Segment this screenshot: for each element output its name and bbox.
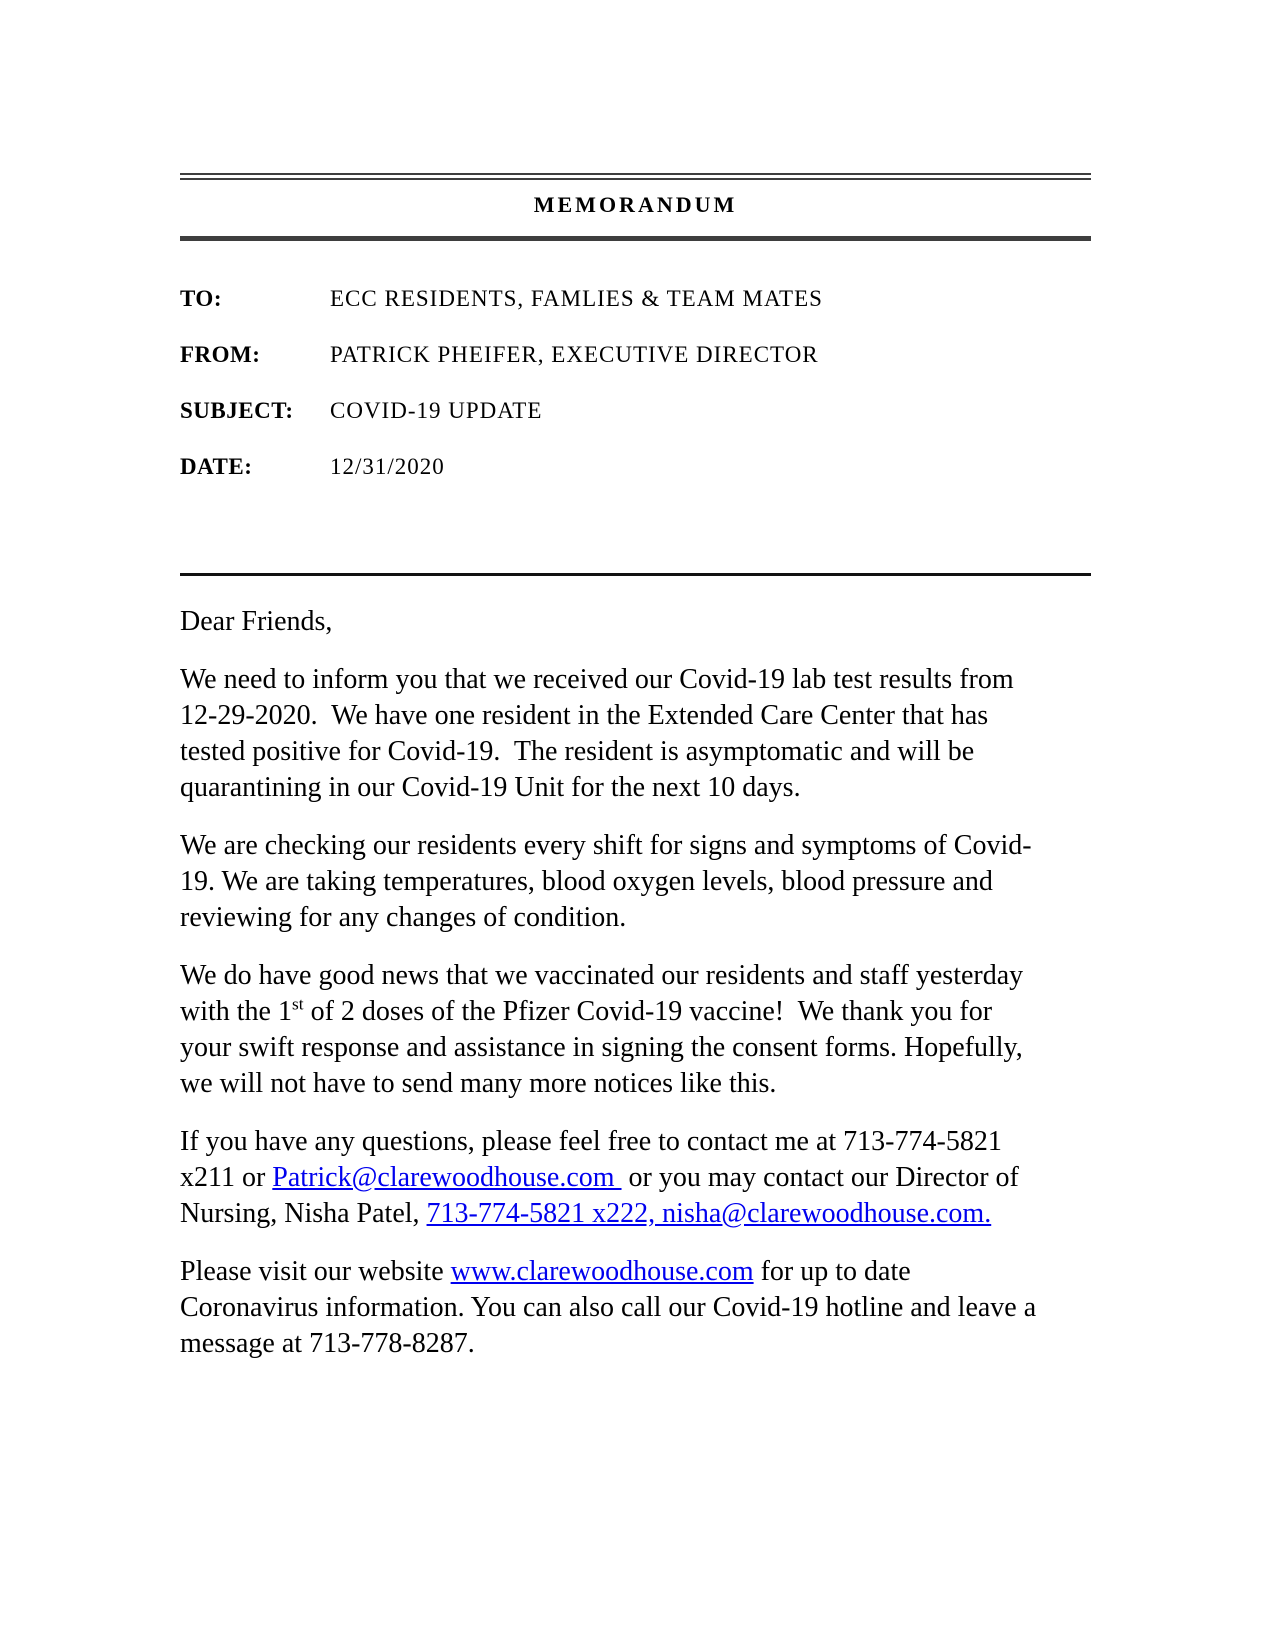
section-divider — [180, 573, 1091, 576]
text-run: Nursing, Nisha Patel, — [180, 1198, 427, 1229]
text-run: 12-29-2020. We have one resident in the Extended Care Center that has — [180, 700, 989, 731]
text-line — [180, 1290, 1091, 1326]
superscript-text: st — [292, 994, 304, 1014]
text-run: We need to inform you that we received our Covid-19 lab test results from — [180, 664, 1014, 695]
body-paragraph — [180, 1124, 1091, 1232]
website-link[interactable]: www.clarewoodhouse.com — [450, 1256, 754, 1287]
body-paragraph — [180, 1254, 1091, 1362]
text-line — [180, 994, 1091, 1030]
text-line — [180, 900, 1091, 936]
memo-field-value: PATRICK PHEIFER, EXECUTIVE DIRECTOR — [330, 342, 819, 367]
text-run: quarantining in our Covid-19 Unit for the next 10 days. — [180, 772, 801, 803]
text-run: message at 713-778-8287. — [180, 1328, 475, 1359]
double-rule-bottom-line — [180, 178, 1091, 180]
text-run: Coronavirus information. You can also call our Covid-19 hotline and leave a — [180, 1292, 1037, 1323]
body-paragraph — [180, 828, 1091, 936]
text-line — [180, 1030, 1091, 1066]
text-run: for up to date — [753, 1256, 911, 1287]
text-line — [180, 770, 1091, 806]
memo-body — [180, 604, 1091, 1362]
text-line — [180, 1066, 1091, 1102]
text-run: your swift response and assistance in signing the consent forms. Hopefully, — [180, 1032, 1023, 1063]
text-line — [180, 734, 1091, 770]
memo-field-row — [180, 453, 1091, 480]
memo-fields — [180, 285, 1091, 480]
text-run: We do have good news that we vaccinated our residents and staff yesterday — [180, 960, 1024, 991]
text-run: If you have any questions, please feel free to contact me at 713-774-5821 — [180, 1126, 1002, 1157]
memo-field-label: FROM: — [180, 342, 261, 367]
thick-rule — [180, 236, 1091, 241]
memo-field-value: 12/31/2020 — [330, 454, 445, 479]
text-run: with the 1 — [180, 996, 292, 1027]
text-line — [180, 1124, 1091, 1160]
text-line — [180, 958, 1091, 994]
body-paragraph — [180, 604, 1091, 640]
memo-field-label: TO: — [180, 286, 222, 311]
text-run: 19. We are taking temperatures, blood oxygen levels, blood pressure and — [180, 866, 993, 897]
text-run: of 2 doses of the Pfizer Covid-19 vaccine! We thank you for — [303, 996, 993, 1027]
text-line — [180, 1196, 1091, 1232]
text-run: x211 or — [180, 1162, 273, 1193]
text-run: We are checking our residents every shift for signs and symptoms of Covid- — [180, 830, 1032, 861]
patrick-email-link[interactable]: Patrick@clarewoodhouse.com — [272, 1162, 622, 1193]
text-line — [180, 828, 1091, 864]
memo-field-label: SUBJECT: — [180, 398, 294, 423]
text-line — [180, 662, 1091, 698]
memo-field-value: COVID-19 UPDATE — [330, 398, 543, 423]
text-run: Please visit our website — [180, 1256, 451, 1287]
memo-field-value: ECC RESIDENTS, FAMLIES & TEAM MATES — [330, 286, 823, 311]
memo-field-row — [180, 397, 1091, 424]
text-run: reviewing for any changes of condition. — [180, 902, 627, 933]
nisha-contact-link[interactable]: 713-774-5821 x222, nisha@clarewoodhouse.com. — [426, 1198, 992, 1229]
memo-field-row — [180, 341, 1091, 368]
text-run: or you may contact our Director of — [621, 1162, 1019, 1193]
text-line — [180, 698, 1091, 734]
text-line — [180, 864, 1091, 900]
memo-title: MEMORANDUM — [533, 192, 738, 217]
text-line — [180, 1254, 1091, 1290]
memo-field-label: DATE: — [180, 454, 253, 479]
text-line — [180, 1326, 1091, 1362]
text-line — [180, 1160, 1091, 1196]
text-run: we will not have to send many more notices like this. — [180, 1068, 777, 1099]
text-run: Dear Friends, — [180, 606, 333, 637]
body-paragraph — [180, 958, 1091, 1102]
text-run: tested positive for Covid-19. The resident is asymptomatic and will be — [180, 736, 975, 767]
memo-field-row — [180, 285, 1091, 312]
double-rule — [180, 173, 1091, 180]
text-line — [180, 604, 1091, 640]
body-paragraph — [180, 662, 1091, 806]
